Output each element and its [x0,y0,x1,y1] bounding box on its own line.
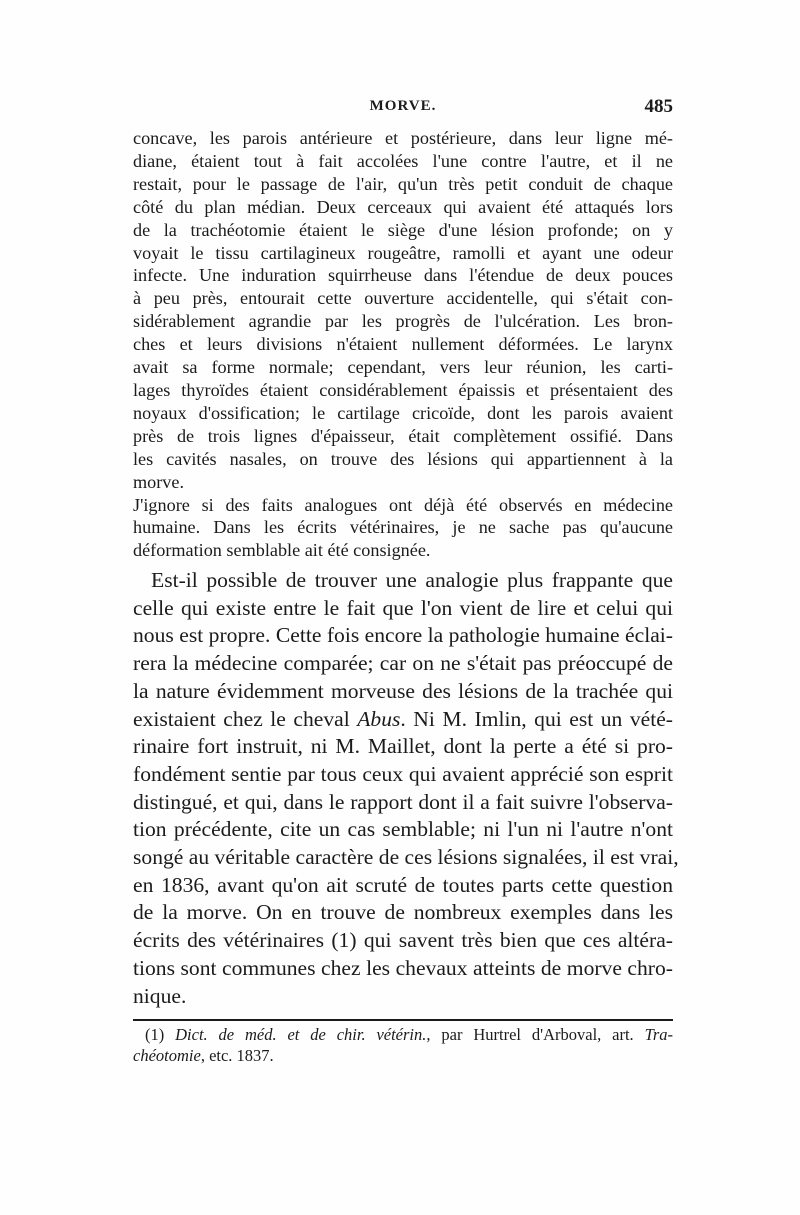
text-line: restait, pour le passage de l'air, qu'un très petit conduit de chaque [133,173,673,194]
text-line-with-horse-name [133,706,673,734]
text-line: sidérablement agrandie par les progrès de l'ulcération. Les bron- [133,311,673,332]
footnote-source: Dict. de méd. et de chir. vétérin. [175,1025,427,1044]
text-line: nous est propre. Cette fois encore la pathologie humaine éclai- [133,623,673,648]
page-number: 485 [644,96,673,117]
text-line: humaine. Dans les écrits vétérinaires, je ne sache pas qu'aucune [133,517,673,538]
text-line: fondément sentie par tous ceux qui avaient apprécié son esprit [133,761,673,786]
text-line: celle qui existe entre le fait que l'on vient de lire et celui qui [133,595,673,620]
footnote-marker: (1) [145,1025,165,1044]
text-line: noyaux d'ossification; le cartilage cricoïde, dont les parois avaient [133,402,673,423]
text-line: près de trois lignes d'épaisseur, était complètement ossifié. Dans [133,425,673,446]
text-span: existaient chez le cheval [133,706,358,731]
text-line: diane, étaient tout à fait accolées l'une contre l'autre, et il ne [133,150,673,171]
text-line: ches et leurs divisions n'étaient nullement déformées. Le larynx [133,334,673,355]
text-line: à peu près, entourait cette ouverture accidentelle, qui s'était con- [133,288,673,309]
text-line: lages thyroïdes étaient considérablement épaissis et présentaient des [133,379,673,400]
footnote-line [133,1045,673,1066]
text-span: . Ni M. Imlin, qui est un vété- [400,706,673,731]
text-line: infecte. Une induration squirrheuse dans l'étendue de deux pouces [133,265,673,286]
text-line: tions sont communes chez les chevaux atteints de morve chro- [133,955,673,980]
text-line: concave, les parois antérieure et postérieure, dans leur ligne mé- [133,128,673,148]
running-head [133,98,673,122]
text-line: de la trachéotomie étaient le siège d'une lésion profonde; on y [133,219,673,240]
text-line: morve. [133,471,185,492]
text-line: côté du plan médian. Deux cerceaux qui avaient été attaqués lors [133,196,673,217]
text-line: Est-il possible de trouver une analogie plus frappante que [151,568,673,592]
text-line: rera la médecine comparée; car on ne s'était pas préoccupé de [133,651,673,676]
text-line: J'ignore si des faits analogues ont déjà été observés en médecine [133,494,673,515]
text-line: les cavités nasales, on trouve des lésions qui appartiennent à la [133,448,673,469]
text-line: en 1836, avant qu'on ait scruté de toutes parts cette question [133,872,673,897]
footnote-article: Tra- [644,1025,673,1044]
text-line: avait sa forme normale; cependant, vers leur réunion, les carti- [133,357,673,378]
text-line: rinaire fort instruit, ni M. Maillet, dont la perte a été si pro- [133,734,673,759]
running-title: MORVE. [369,98,437,114]
footnote-article-cont: chéotomie [133,1046,201,1065]
horse-name: Abus [357,706,401,731]
text-line: écrits des vétérinaires (1) qui savent très bien que ces altéra- [133,928,673,953]
footnote-separator [133,1019,673,1021]
text-line: voyait le tissu cartilagineux rougeâtre, ramolli et ayant une odeur [133,242,673,263]
footnote-line [133,1024,673,1045]
text-line: la nature évidemment morveuse des lésions de la trachée qui [133,678,673,703]
footnote [133,1024,673,1066]
text-line: distingué, et qui, dans le rapport dont il a fait suivre l'observa- [133,789,673,814]
text-line: de la morve. On en trouve de nombreux exemples dans les [133,900,673,925]
footnote-tail: , etc. 1837. [200,1046,274,1065]
paragraph-observation [133,127,673,562]
text-line: tion précédente, cite un cas semblable; ni l'un ni l'autre n'ont [133,817,673,842]
text-line: nique. [133,983,187,1008]
paragraph-commentary [133,567,679,1010]
text-line: déformation semblable ait été consignée. [133,540,431,561]
text-line: songé au véritable caractère de ces lésions signalées, il est vrai, [133,845,679,870]
footnote-author: , par Hurtrel d'Arboval, art. [426,1025,645,1044]
